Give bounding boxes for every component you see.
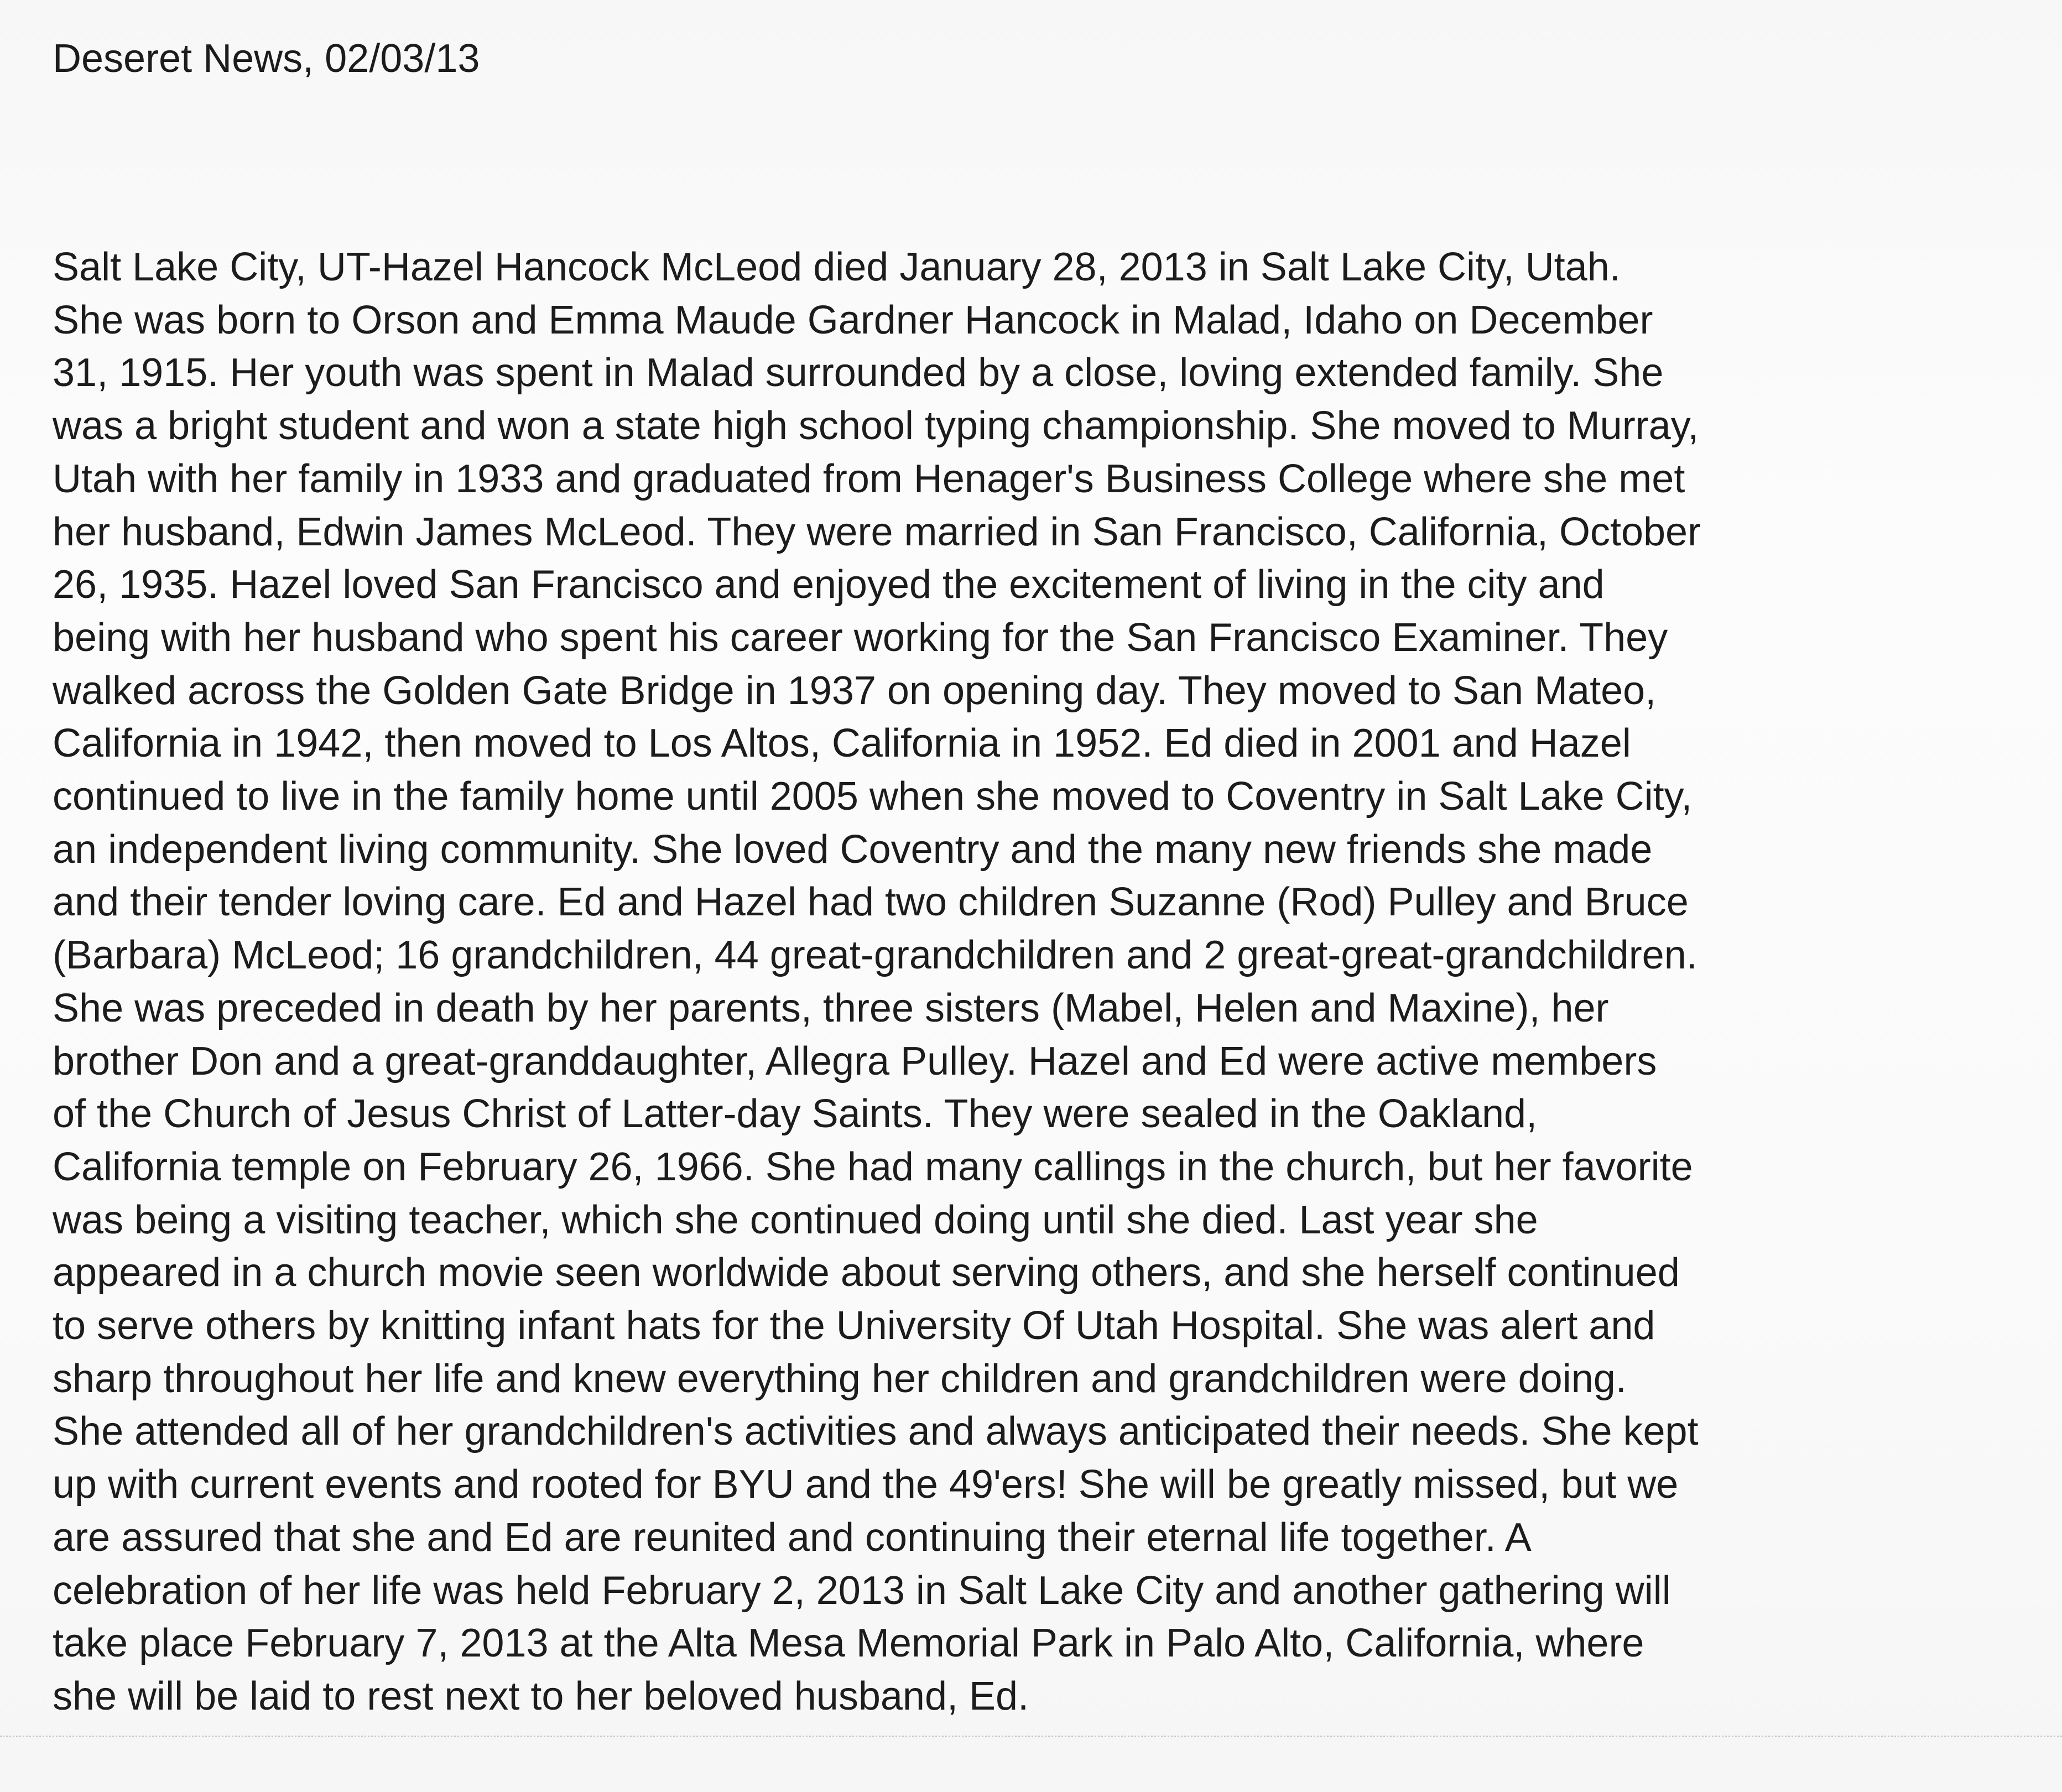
obituary-line: appeared in a church movie seen worldwide about serving others, and she herself continued [53, 1251, 1680, 1295]
obituary-line: She attended all of her grandchildren's activities and always anticipated their needs. She kept [53, 1409, 1699, 1454]
obituary-line: celebration of her life was held February 2, 2013 in Salt Lake City and another gathering will [53, 1568, 1671, 1613]
obituary-line: being with her husband who spent his career working for the San Francisco Examiner. They [53, 615, 1668, 660]
obituary-line: she will be laid to rest next to her beloved husband, Ed. [53, 1674, 1029, 1718]
obituary-line: to serve others by knitting infant hats for the University Of Utah Hospital. She was alert and [53, 1304, 1655, 1348]
obituary-line: Salt Lake City, UT-Hazel Hancock McLeod died January 28, 2013 in Salt Lake City, Utah. [53, 245, 1621, 289]
newspaper-source-date: Deseret News, 02/03/13 [53, 37, 480, 81]
obituary-line: are assured that she and Ed are reunited and continuing their eternal life together. A [53, 1515, 1532, 1560]
obituary-line: She was born to Orson and Emma Maude Gardner Hancock in Malad, Idaho on December [53, 298, 1653, 342]
obituary-line: was being a visiting teacher, which she continued doing until she died. Last year she [53, 1197, 1538, 1242]
obituary-line: continued to live in the family home until 2005 when she moved to Coventry in Salt Lake City, [53, 774, 1693, 819]
obituary-line: take place February 7, 2013 at the Alta Mesa Memorial Park in Palo Alto, California, where [53, 1621, 1644, 1666]
obituary-line: (Barbara) McLeod; 16 grandchildren, 44 great-grandchildren and 2 great-great-grandchildren. [53, 933, 1697, 978]
obituary-line: brother Don and a great-granddaughter, Allegra Pulley. Hazel and Ed were active members [53, 1039, 1657, 1083]
obituary-line: walked across the Golden Gate Bridge in 1937 on opening day. They moved to San Mateo, [53, 668, 1657, 713]
obituary-line: sharp throughout her life and knew everything her children and grandchildren were doing. [53, 1356, 1627, 1401]
obituary-line: She was preceded in death by her parents, three sisters (Mabel, Helen and Maxine), her [53, 986, 1609, 1030]
obituary-line: California in 1942, then moved to Los Altos, California in 1952. Ed died in 2001 and Hazel [53, 721, 1631, 766]
obituary-line: and their tender loving care. Ed and Hazel had two children Suzanne (Rod) Pulley and Bruce [53, 880, 1689, 925]
page-bottom-divider [0, 1736, 2062, 1737]
obituary-text [53, 241, 2044, 1723]
obituary-line: an independent living community. She loved Coventry and the many new friends she made [53, 827, 1653, 872]
obituary-line: 26, 1935. Hazel loved San Francisco and enjoyed the excitement of living in the city and [53, 562, 1605, 607]
obituary-line: California temple on February 26, 1966. She had many callings in the church, but her favorite [53, 1144, 1693, 1189]
obituary-line: was a bright student and won a state high school typing championship. She moved to Murray, [53, 404, 1699, 449]
obituary-line: of the Church of Jesus Christ of Latter-day Saints. They were sealed in the Oakland, [53, 1092, 1538, 1137]
obituary-line: Utah with her family in 1933 and graduated from Henager's Business College where she met [53, 456, 1685, 501]
obituary-line: up with current events and rooted for BYU and the 49'ers! She will be greatly missed, but we [53, 1462, 1679, 1507]
obituary-line: her husband, Edwin James McLeod. They were married in San Francisco, California, October [53, 509, 1701, 554]
obituary-line: 31, 1915. Her youth was spent in Malad surrounded by a close, loving extended family. She [53, 351, 1664, 395]
